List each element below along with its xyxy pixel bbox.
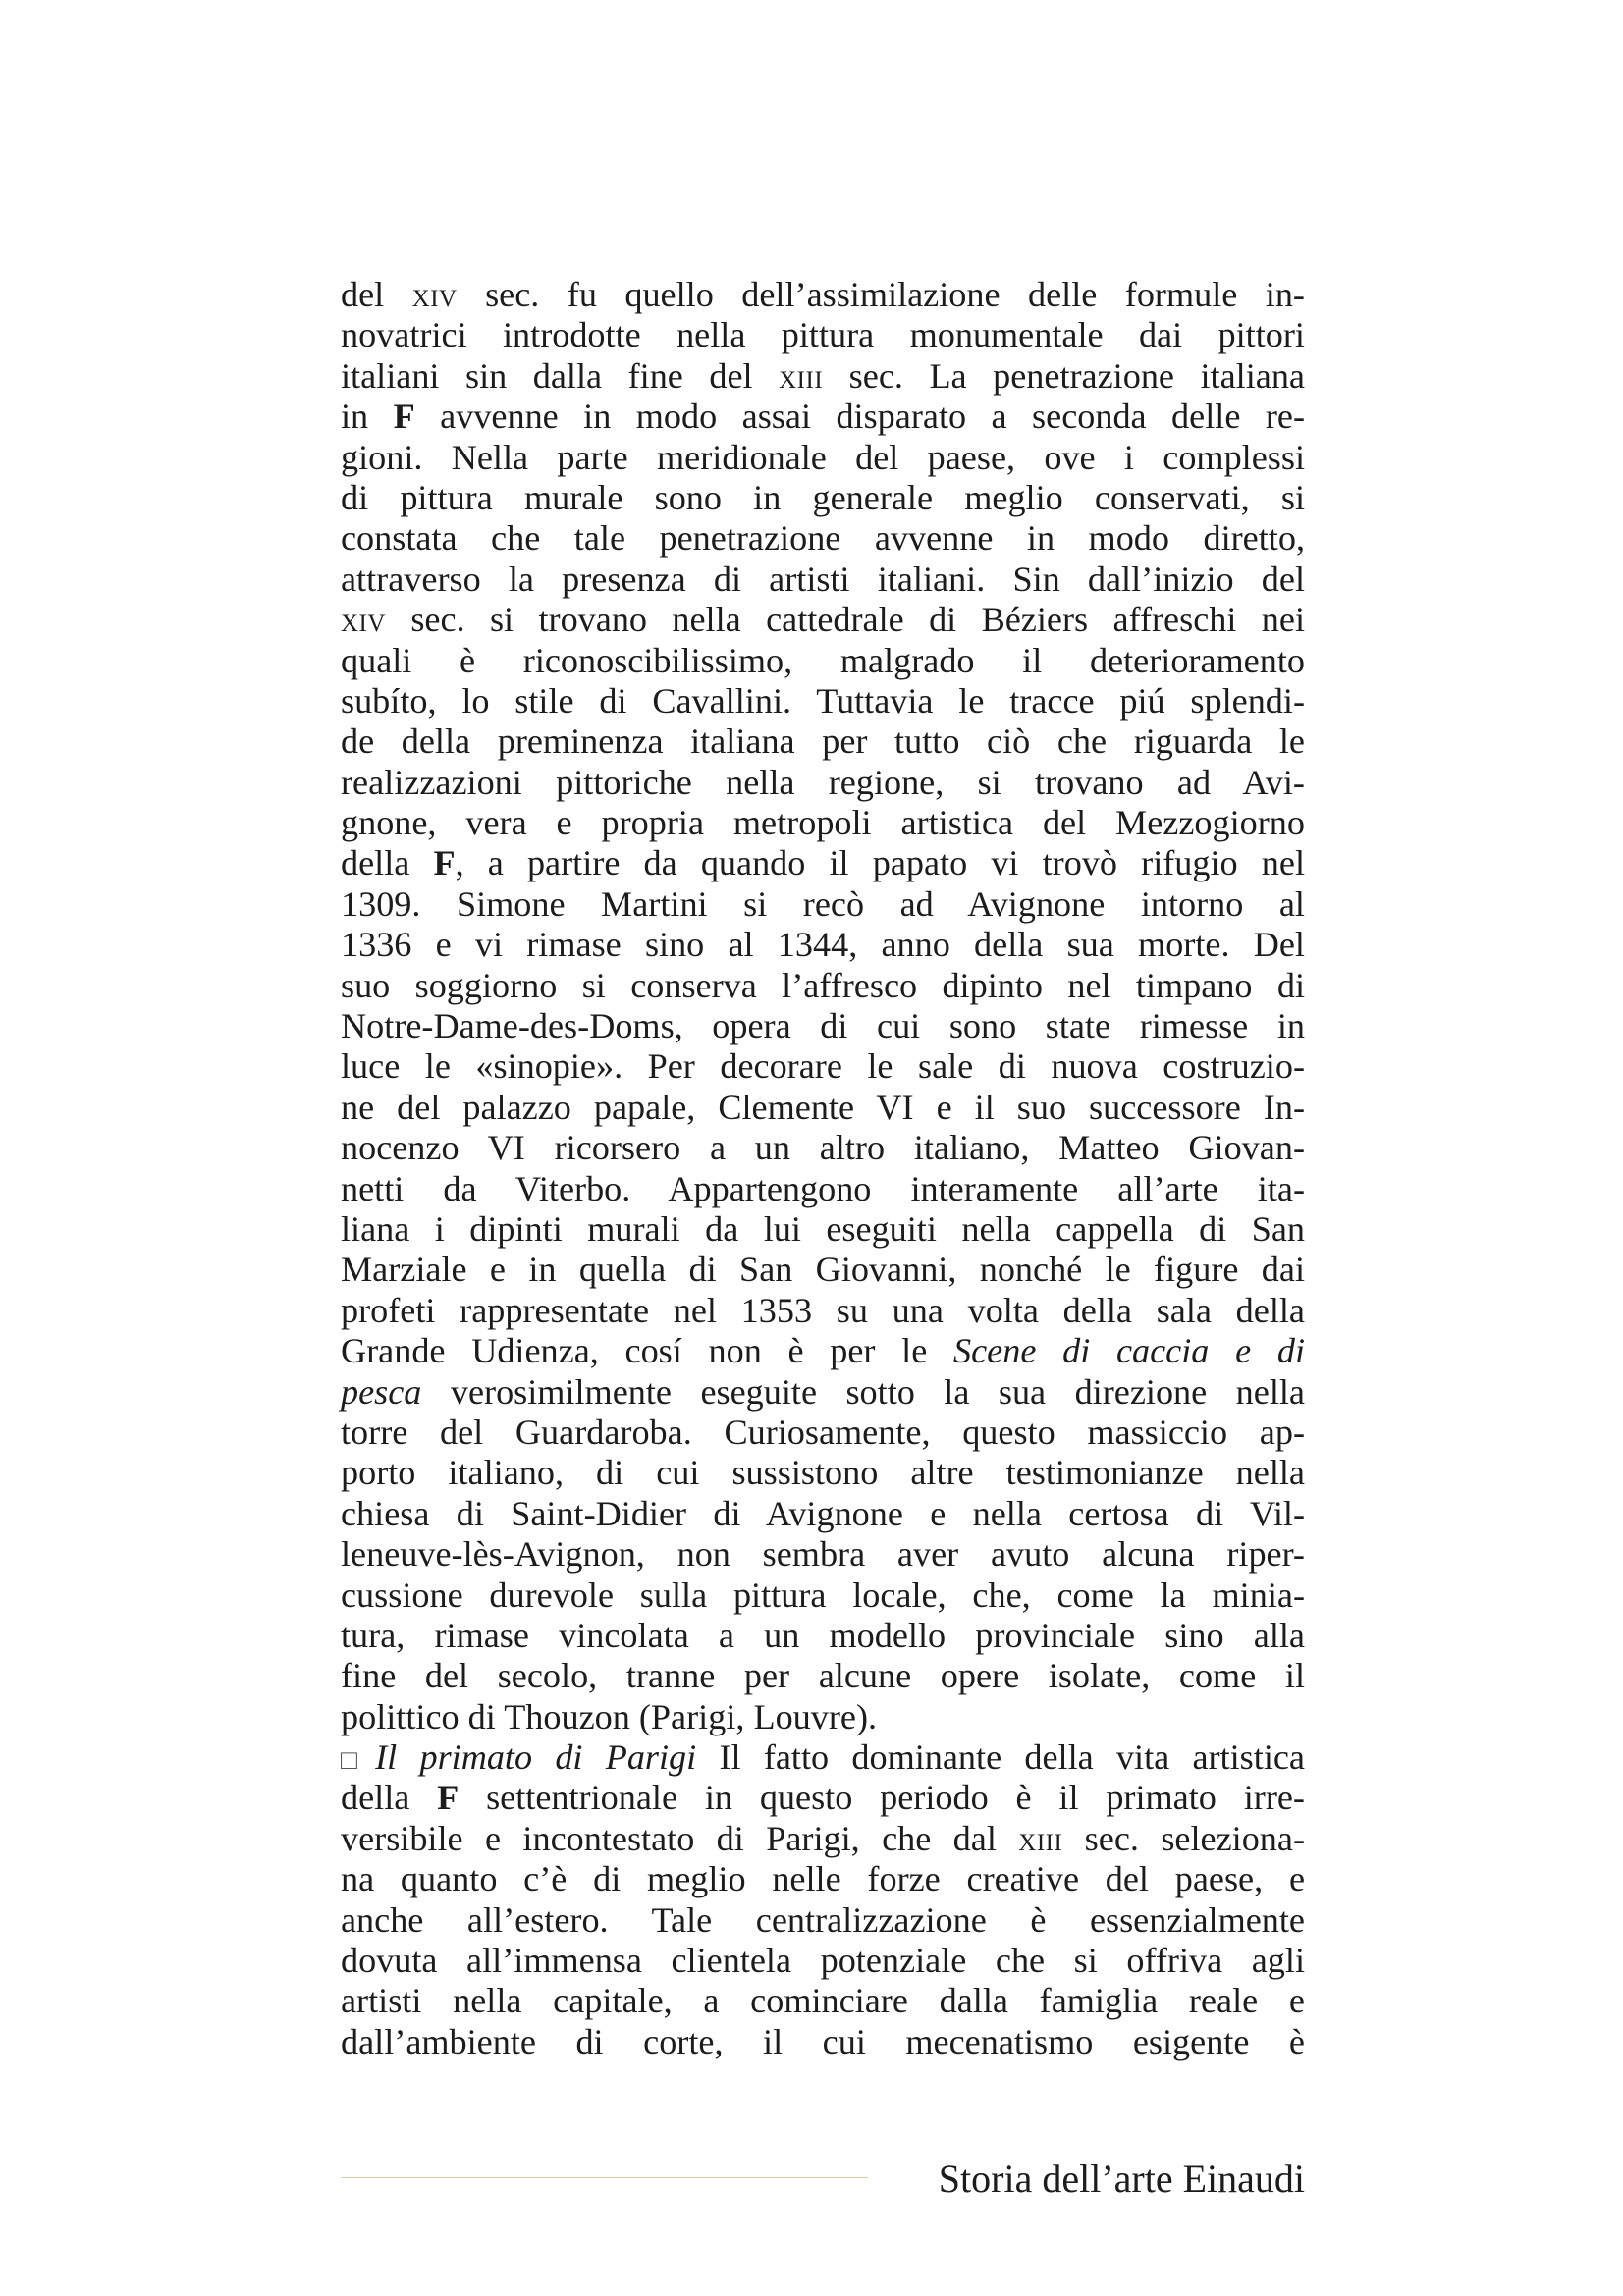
text-segment: 1309. Simone Martini si recò ad Avignone intorno al — [341, 883, 1305, 924]
text-segment: 1336 e vi rimase sino al 1344, anno della sua morte. Del — [341, 925, 1305, 965]
text-segment: polittico di Thouzon (Parigi, Louvre). — [341, 1696, 878, 1736]
text-segment: in — [341, 397, 394, 437]
text-line — [341, 1737, 1305, 1778]
text-segment: artisti nella capitale, a cominciare dalla famiglia reale e — [341, 1981, 1305, 2021]
text-line — [341, 1169, 1305, 1209]
text-line — [341, 560, 1305, 600]
text-line — [341, 1088, 1305, 1128]
text-segment: liana i dipinti murali da lui eseguiti nella cappella di San — [341, 1208, 1305, 1249]
text-segment: luce le «sinopie». Per decorare le sale di nuova costruzio- — [341, 1046, 1305, 1087]
text-segment: xiii — [779, 355, 824, 396]
text-line — [341, 966, 1305, 1006]
text-line — [341, 1859, 1305, 1899]
section-box-icon: □ — [341, 1745, 372, 1777]
text-segment: , a partire da quando il papato vi trovò rifugio nel — [455, 843, 1305, 883]
text-line — [341, 2022, 1305, 2062]
text-segment: italiani sin dalla fine del — [341, 355, 780, 396]
text-segment: del — [341, 275, 412, 314]
text-segment: dovuta all’immensa clientela potenziale che si offriva agli — [341, 1941, 1305, 1981]
text-line — [341, 1819, 1305, 1859]
text-segment: novatrici introdotte nella pittura monumentale dai pittori — [341, 315, 1305, 355]
text-segment: pesca — [341, 1371, 422, 1412]
text-line — [341, 763, 1305, 803]
text-line — [341, 600, 1305, 640]
text-segment: versibile e incontestato di Parigi, che dal — [341, 1818, 1019, 1858]
text-segment: porto italiano, di cui sussistono altre testimonianze nella — [341, 1453, 1305, 1493]
text-line — [341, 1616, 1305, 1656]
text-line — [341, 1941, 1305, 1981]
text-line — [341, 1494, 1305, 1534]
text-segment: sec. si trovano nella cattedrale di Béziers affreschi nei — [385, 600, 1305, 640]
text-segment: anche all’estero. Tale centralizzazione è essenzialmente — [341, 1899, 1305, 1940]
text-line — [341, 1291, 1305, 1331]
text-segment: gnone, vera e propria metropoli artistica del Mezzogiorno — [341, 803, 1305, 843]
text-line — [341, 1006, 1305, 1046]
text-line — [341, 397, 1305, 437]
text-line — [341, 925, 1305, 965]
text-segment: realizzazioni pittoriche nella regione, si trovano ad Avi- — [341, 762, 1305, 802]
text-segment: na quanto c’è di meglio nelle forze creative del paese, e — [341, 1859, 1305, 1899]
text-segment: Scene di caccia e di — [953, 1331, 1305, 1371]
text-line — [341, 803, 1305, 843]
text-line — [341, 884, 1305, 925]
text-segment: leneuve-lès-Avignon, non sembra aver avuto alcuna riper- — [341, 1534, 1305, 1575]
text-line — [341, 356, 1305, 397]
text-segment: Marziale e in quella di San Giovanni, nonché le figure dai — [341, 1250, 1305, 1290]
text-segment: Il fatto dominante della vita artistica — [696, 1737, 1305, 1778]
text-line — [341, 1697, 1305, 1737]
text-segment: chiesa di Saint-Didier di Avignone e nella certosa di Vil- — [341, 1493, 1305, 1533]
text-segment: attraverso la presenza di artisti italiani. Sin dall’inizio del — [341, 559, 1305, 599]
text-segment: torre del Guardaroba. Curiosamente, questo massiccio ap- — [341, 1412, 1305, 1452]
text-line — [341, 1372, 1305, 1413]
text-line — [341, 1575, 1305, 1616]
text-segment: de della preminenza italiana per tutto ciò che riguarda le — [341, 721, 1305, 762]
text-line — [341, 1778, 1305, 1818]
text-segment: fine del secolo, tranne per alcune opere isolate, come il — [341, 1656, 1305, 1696]
text-segment: xiv — [341, 600, 386, 640]
text-segment: verosimilmente eseguite sotto la sua direzione nella — [421, 1371, 1305, 1412]
text-segment: F — [437, 1778, 460, 1818]
text-segment: xiv — [411, 275, 458, 314]
text-line — [341, 641, 1305, 681]
text-segment: sec. fu quello dell’assimilazione delle formule in- — [457, 275, 1305, 314]
text-segment: Notre-Dame-des-Doms, opera di cui sono state rimesse in — [341, 1006, 1305, 1046]
text-line — [341, 1331, 1305, 1371]
text-segment: della — [341, 1778, 438, 1818]
footer-title: Storia dell’arte Einaudi — [938, 2157, 1305, 2201]
text-line — [341, 1981, 1305, 2021]
text-line — [341, 1128, 1305, 1168]
text-line — [341, 843, 1305, 883]
text-line — [341, 1209, 1305, 1250]
text-segment: Il primato di Parigi — [375, 1737, 697, 1778]
text-line — [341, 1250, 1305, 1290]
text-segment: tura, rimase vincolata a un modello provinciale sino alla — [341, 1615, 1305, 1655]
text-segment: constata che tale penetrazione avvenne in modo diretto, — [341, 518, 1305, 559]
text-segment: sec. La penetrazione italiana — [823, 355, 1305, 396]
text-segment: Grande Udienza, cosí non è per le — [341, 1331, 954, 1371]
text-segment: subíto, lo stile di Cavallini. Tuttavia le tracce piú splendi- — [341, 680, 1305, 721]
text-line — [341, 721, 1305, 762]
text-segment: nocenzo VI ricorsero a un altro italiano, Matteo Giovan- — [341, 1128, 1305, 1168]
text-segment: gioni. Nella parte meridionale del paese, ove i complessi — [341, 437, 1305, 477]
text-line — [341, 1046, 1305, 1087]
text-line — [341, 1534, 1305, 1575]
text-line — [341, 275, 1305, 315]
text-line — [341, 315, 1305, 355]
body-text — [341, 275, 1305, 2062]
text-segment: xiii — [1018, 1818, 1063, 1858]
text-segment: sec. seleziona- — [1062, 1818, 1305, 1858]
text-line — [341, 1656, 1305, 1696]
text-line — [341, 438, 1305, 478]
text-segment: profeti rappresentate nel 1353 su una volta della sala della — [341, 1290, 1305, 1330]
text-segment: della — [341, 843, 434, 883]
text-segment: quali è riconoscibilissimo, malgrado il deterioramento — [341, 640, 1305, 680]
text-line — [341, 1413, 1305, 1453]
text-segment: avvenne in modo assai disparato a seconda delle re- — [414, 397, 1305, 437]
text-segment: F — [393, 397, 415, 437]
text-segment: settentrionale in questo periodo è il primato irre- — [459, 1778, 1305, 1818]
text-segment: netti da Viterbo. Appartengono interamente all’arte ita- — [341, 1168, 1305, 1208]
text-segment: ne del palazzo papale, Clemente VI e il suo successore In- — [341, 1087, 1305, 1127]
text-segment: di pittura murale sono in generale meglio conservati, si — [341, 477, 1305, 517]
text-segment: cussione durevole sulla pittura locale, che, come la minia- — [341, 1575, 1305, 1615]
text-segment: F — [433, 843, 456, 883]
text-segment: suo soggiorno si conserva l’affresco dipinto nel timpano di — [341, 965, 1305, 1005]
text-line — [341, 681, 1305, 721]
text-segment: dall’ambiente di corte, il cui mecenatismo esigente è — [341, 2021, 1305, 2061]
footer-rule — [341, 2177, 868, 2178]
text-line — [341, 1900, 1305, 1941]
text-line — [341, 478, 1305, 518]
text-line — [341, 1453, 1305, 1493]
text-line — [341, 518, 1305, 559]
